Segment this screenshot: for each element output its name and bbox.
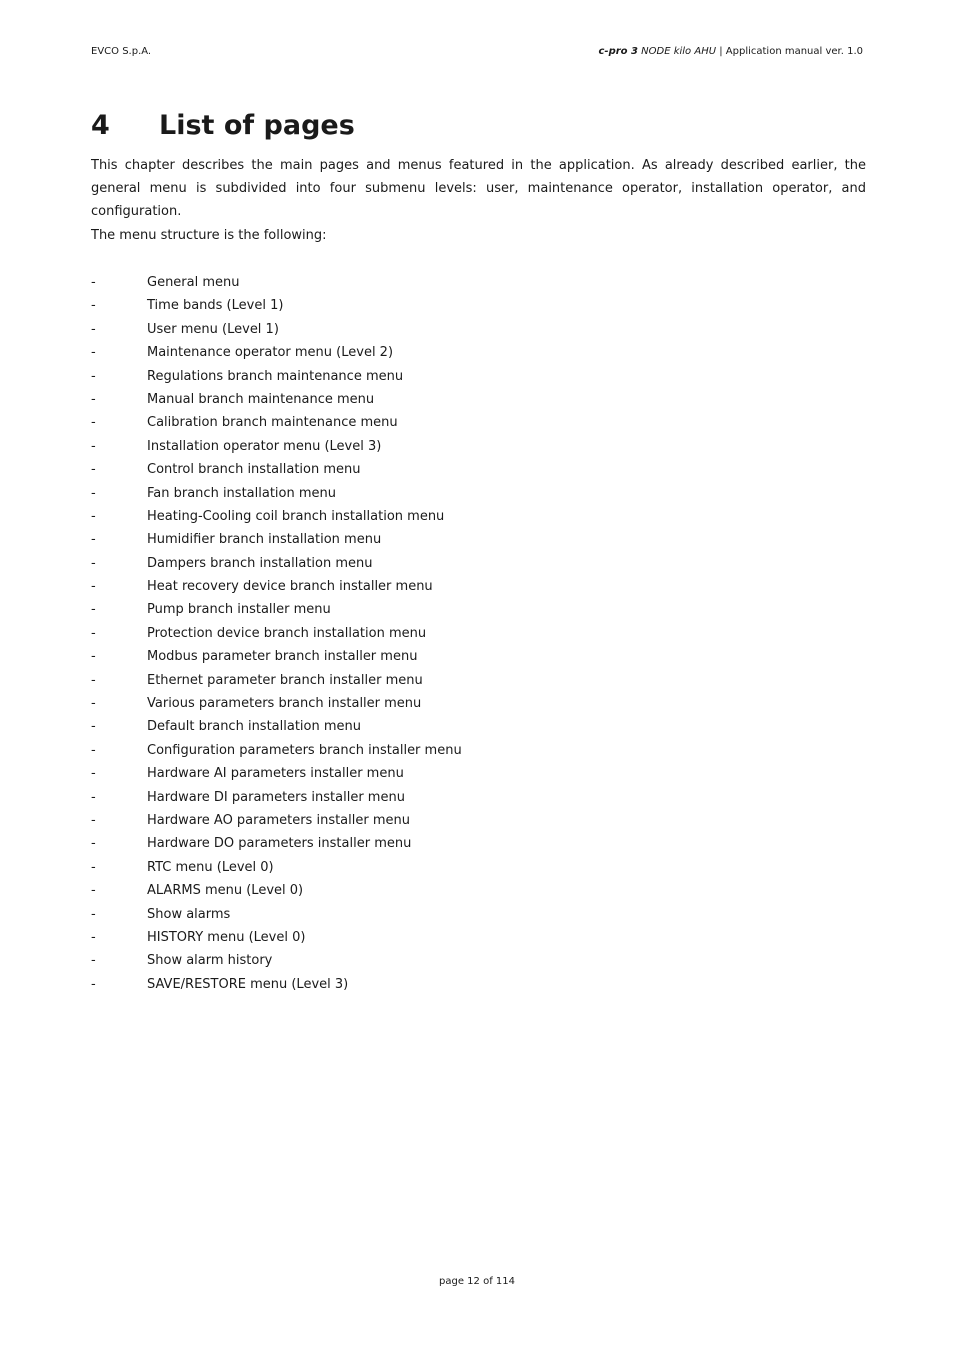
list-bullet: - [91,906,96,922]
list-item [91,739,462,762]
list-item [91,294,462,317]
list-item [91,622,462,645]
list-bullet: - [91,368,96,384]
list-item [91,762,462,785]
list-item [91,528,462,551]
list-item [91,856,462,879]
structure-intro: The menu structure is the following: [91,228,327,243]
list-bullet: - [91,602,96,618]
list-bullet: - [91,391,96,407]
list-item [91,505,462,528]
list-item-label: Hardware DO parameters installer menu [147,836,412,852]
list-item-label: RTC menu (Level 0) [147,859,274,875]
list-item-label: Manual branch maintenance menu [147,391,375,407]
list-item [91,669,462,692]
list-bullet: - [91,812,96,828]
list-item-label: Regulations branch maintenance menu [147,368,404,384]
list-item [91,318,462,341]
list-item-label: Fan branch installation menu [147,485,336,501]
list-bullet: - [91,766,96,782]
list-item [91,832,462,855]
list-bullet: - [91,649,96,665]
list-bullet: - [91,579,96,595]
list-bullet: - [91,696,96,712]
list-item [91,786,462,809]
list-item [91,341,462,364]
list-bullet: - [91,462,96,478]
list-item [91,645,462,668]
list-item [91,903,462,926]
list-item-label: SAVE/RESTORE menu (Level 3) [147,976,349,992]
list-bullet: - [91,532,96,548]
intro-paragraph: This chapter describes the main pages and menus featured in the application. As already described earlier, the general menu is subdivided into four submenu levels: user, maintenance operator, installation operator, and configuration. [91,158,866,219]
list-bullet: - [91,485,96,501]
list-bullet: - [91,321,96,337]
list-item-label: Show alarm history [147,953,273,969]
list-item-label: Configuration parameters branch installer menu [147,742,462,758]
chapter-heading [91,108,355,144]
list-bullet: - [91,929,96,945]
list-item-label: Modbus parameter branch installer menu [147,649,418,665]
menu-structure-list [91,271,462,996]
list-item-label: Ethernet parameter branch installer menu [147,672,423,688]
chapter-number: 4 [91,110,110,141]
list-bullet: - [91,415,96,431]
list-item [91,575,462,598]
list-item [91,365,462,388]
list-item-label: Installation operator menu (Level 3) [147,438,382,454]
list-item [91,809,462,832]
list-bullet: - [91,859,96,875]
list-bullet: - [91,883,96,899]
header-doc-title: Application manual ver. 1.0 [725,46,863,57]
list-item-label: Various parameters branch installer menu [147,696,422,712]
list-bullet: - [91,953,96,969]
list-item-label: Default branch installation menu [147,719,362,735]
header-separator: | [719,46,723,57]
list-item-label: Calibration branch maintenance menu [147,415,398,431]
list-item [91,715,462,738]
list-bullet: - [91,508,96,524]
list-item-label: User menu (Level 1) [147,321,279,337]
list-item [91,458,462,481]
list-bullet: - [91,789,96,805]
list-item [91,692,462,715]
list-bullet: - [91,345,96,361]
list-item-label: Control branch installation menu [147,462,361,478]
header-product-variant: NODE kilo AHU [641,46,717,57]
list-item-label: Pump branch installer menu [147,602,331,618]
list-item-label: Show alarms [147,906,231,922]
list-item [91,271,462,294]
list-bullet: - [91,625,96,641]
list-item-label: Hardware AI parameters installer menu [147,766,404,782]
list-item [91,411,462,434]
list-item-label: Humidifier branch installation menu [147,532,382,548]
list-item [91,926,462,949]
list-item-label: Maintenance operator menu (Level 2) [147,345,394,361]
list-item-label: ALARMS menu (Level 0) [147,883,304,899]
chapter-title: List of pages [159,110,355,141]
list-item-label: Time bands (Level 1) [147,298,284,314]
page-number: page 12 of 114 [439,1276,515,1287]
header-document-info [598,45,863,58]
list-bullet: - [91,742,96,758]
header-company: EVCO S.p.A. [91,46,152,57]
header-product-model: c-pro 3 [598,46,638,57]
list-bullet: - [91,298,96,314]
list-item-label: Heating-Cooling coil branch installation menu [147,508,445,524]
list-bullet: - [91,555,96,571]
list-item [91,973,462,996]
list-item [91,388,462,411]
list-bullet: - [91,976,96,992]
list-item-label: Hardware AO parameters installer menu [147,812,410,828]
list-item-label: HISTORY menu (Level 0) [147,929,306,945]
list-bullet: - [91,275,96,290]
list-bullet: - [91,672,96,688]
list-item [91,879,462,902]
list-item-label: Hardware DI parameters installer menu [147,789,405,805]
list-bullet: - [91,438,96,454]
list-item [91,598,462,621]
list-item [91,552,462,575]
list-item-label: General menu [147,275,240,290]
list-item [91,949,462,972]
list-bullet: - [91,719,96,735]
list-item [91,482,462,505]
list-item-label: Dampers branch installation menu [147,555,373,571]
list-bullet: - [91,836,96,852]
list-item-label: Protection device branch installation menu [147,625,427,641]
list-item-label: Heat recovery device branch installer menu [147,579,433,595]
list-item [91,435,462,458]
